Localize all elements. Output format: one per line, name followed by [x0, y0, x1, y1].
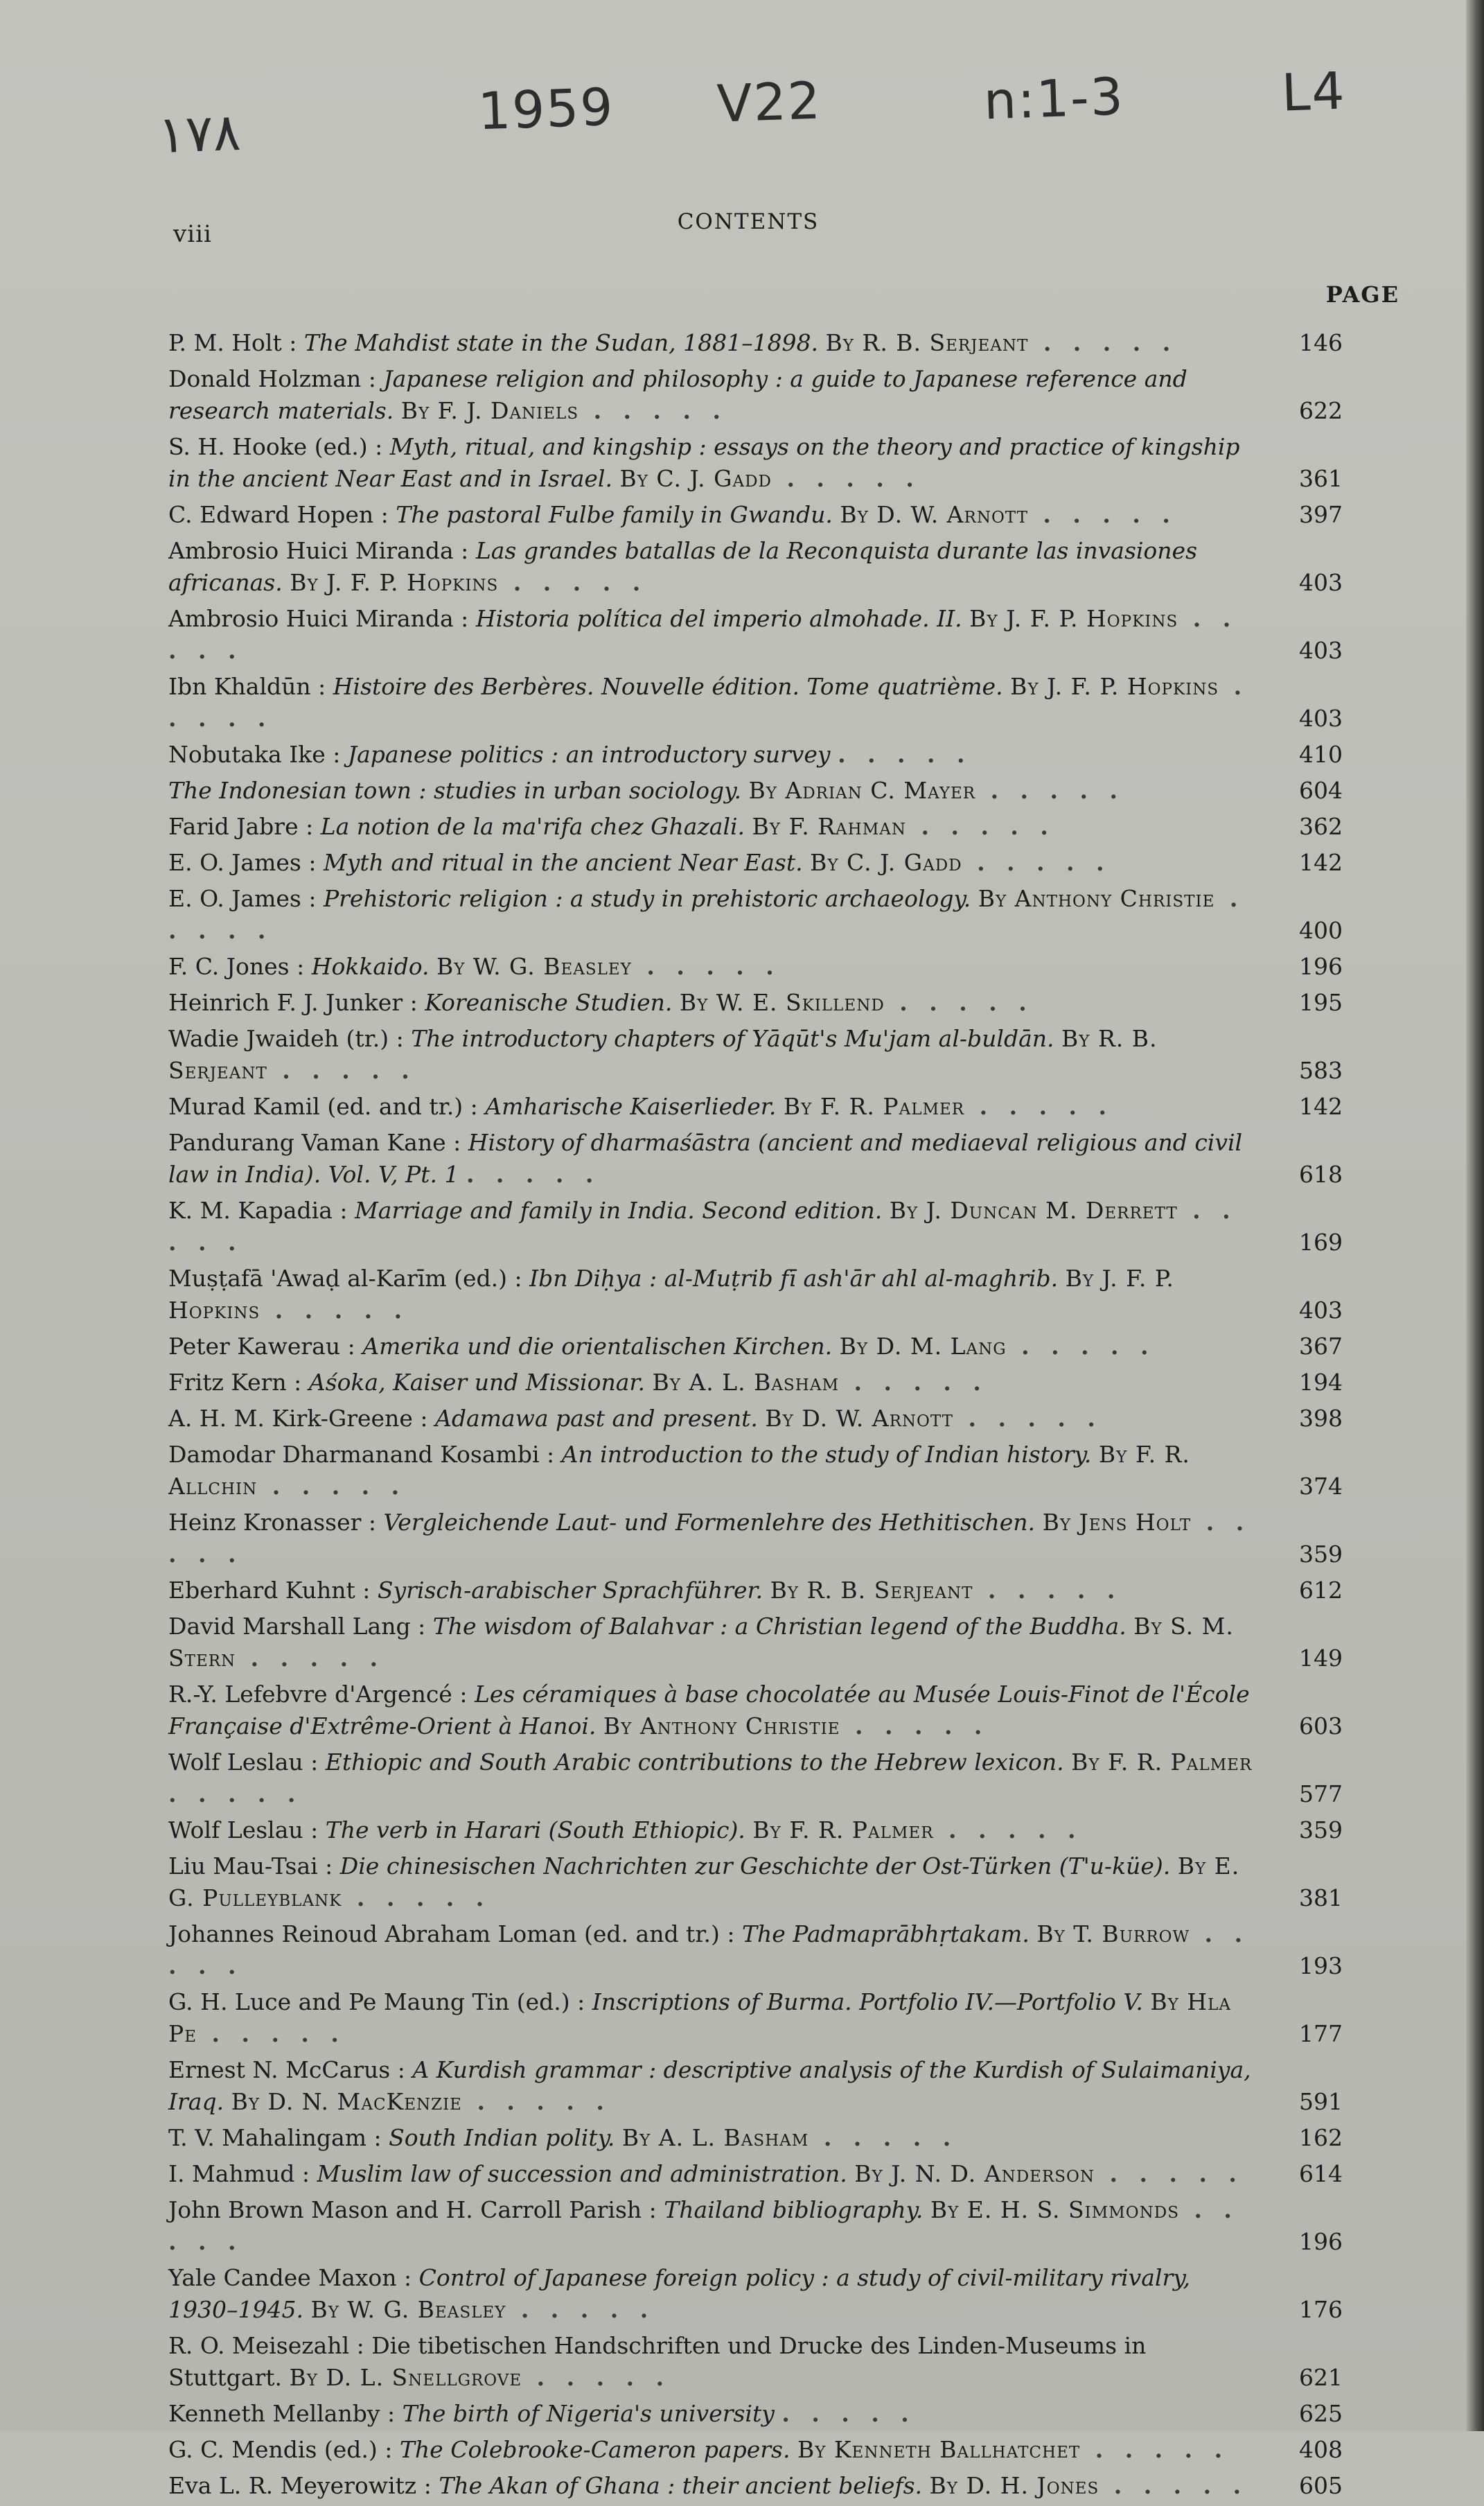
contents-entry [168, 1679, 1343, 1742]
entry-page-number: 622 [1299, 397, 1343, 424]
entry-author: G. H. Luce and Pe Maung Tin (ed.) : [168, 1988, 585, 2015]
entry-text [168, 2434, 1253, 2466]
entry-page-number: 577 [1299, 1780, 1343, 1807]
entry-author: P. M. Holt : [168, 329, 297, 356]
entry-title: Las grandes batallas de la Reconquista durante las invasiones africanas. [168, 537, 1198, 596]
entry-reviewer: By J. Duncan M. Derrett [889, 1197, 1178, 1224]
entry-author: John Brown Mason and H. Carroll Parish : [168, 2196, 657, 2223]
entry-page-number: 362 [1299, 813, 1343, 840]
entry-title: Amerika und die orientalischen Kirchen. [362, 1333, 833, 1360]
entry-author: E. O. James : [168, 885, 317, 912]
entry-title: Japanese religion and philosophy : a guide to Japanese reference and research materials. [168, 365, 1187, 424]
entry-title: South Indian polity. [389, 2124, 615, 2151]
entry-page-number: 398 [1299, 1405, 1343, 1432]
entry-title: Vergleichende Laut- und Formenlehre des Hethitischen. [383, 1509, 1036, 1536]
entry-page-number: 408 [1299, 2436, 1343, 2463]
entry-text [168, 1850, 1253, 1914]
entry-author: T. V. Mahalingam : [168, 2124, 382, 2151]
entry-text [168, 2470, 1253, 2502]
entry-author: Heinz Kronasser : [168, 1509, 376, 1536]
handwritten-note-4: n:1-3 [982, 67, 1126, 132]
leader-dots: . . . . . [1028, 329, 1178, 356]
entry-title: Koreanische Studien. [425, 989, 673, 1016]
entry-title: Histoire des Berbères. Nouvelle édition. Tome quatrième. [333, 673, 1003, 700]
contents-entry [168, 1403, 1343, 1435]
leader-dots: . . . . . [168, 1509, 1251, 1568]
entry-page-number: 142 [1299, 1093, 1343, 1120]
entry-page-number: 604 [1299, 777, 1343, 804]
entry-author: Ernest N. McCarus : [168, 2056, 405, 2083]
entry-page-number: 359 [1299, 1816, 1343, 1843]
entry-text [168, 1746, 1253, 1810]
contents-entry [168, 2330, 1343, 2394]
leader-dots: . . . . . [973, 1577, 1122, 1604]
contents-entry [168, 1611, 1343, 1674]
entry-title: The introductory chapters of Yāqūt's Mu'jam al-buldān. [411, 1025, 1054, 1052]
contents-entry [168, 1091, 1343, 1123]
entry-page-number: 605 [1299, 2472, 1343, 2499]
entry-text [168, 2122, 1253, 2154]
entry-text [168, 1195, 1253, 1259]
entry-author: A. H. M. Kirk-Greene : [168, 1405, 428, 1432]
entry-reviewer: By W. G. Beasley [436, 953, 632, 980]
leader-dots: . . . . . [461, 2088, 611, 2115]
entry-author: Murad Kamil (ed. and tr.) : [168, 1093, 478, 1120]
entry-author: G. C. Mendis (ed.) : [168, 2436, 393, 2463]
entry-title: Ethiopic and South Arabic contributions to the Hebrew lexicon. [325, 1749, 1064, 1776]
entry-text [168, 739, 1253, 771]
entry-reviewer: By D. M. Lang [839, 1333, 1007, 1360]
entry-page-number: 195 [1299, 989, 1343, 1016]
contents-entry [168, 1195, 1343, 1259]
entry-reviewer: By F. R. Allchin [168, 1441, 1190, 1500]
contents-entry [168, 1918, 1343, 1982]
entry-page-number: 625 [1299, 2400, 1343, 2427]
contents-entry [168, 1127, 1343, 1191]
leader-dots: . . . . . [498, 569, 648, 596]
entry-text [168, 2330, 1253, 2394]
entry-reviewer: By R. B. Serjeant [168, 1025, 1158, 1084]
entry-title: Japanese politics : an introductory survey [347, 741, 831, 768]
entry-author: Johannes Reinoud Abraham Loman (ed. and tr.) : [168, 1920, 735, 1947]
contents-entry [168, 431, 1343, 495]
entry-title: Myth, ritual, and kingship : essays on the theory and practice of kingship in the ancient Near East and in Israel. [168, 433, 1240, 492]
entry-author: David Marshall Lang : [168, 1613, 426, 1640]
entry-title: La notion de la ma'rifa chez Ghazali. [320, 813, 745, 840]
entry-text [168, 2262, 1253, 2326]
entry-title: Die tibetischen Handschriften und Drucke des Linden-Museums in Stuttgart. [168, 2332, 1147, 2391]
entry-reviewer: By E. G. Pulleyblank [168, 1852, 1240, 1911]
entry-reviewer: By A. L. Basham [652, 1369, 839, 1396]
entry-text [168, 2158, 1253, 2190]
entry-author: Nobutaka Ike : [168, 741, 341, 768]
leader-dots: . . . . . [906, 813, 1055, 840]
entry-title: Thailand bibliography. [664, 2196, 924, 2223]
handwritten-note-3: V22 [716, 71, 823, 134]
entry-reviewer: By J. N. D. Anderson [854, 2160, 1095, 2187]
contents-entry [168, 671, 1343, 735]
entry-page-number: 614 [1299, 2160, 1343, 2187]
contents-entry [168, 987, 1343, 1019]
contents-entry [168, 499, 1343, 531]
entry-text [168, 2398, 1253, 2430]
entry-reviewer: By J. F. P. Hopkins [290, 569, 499, 596]
entry-author: Yale Candee Maxon : [168, 2264, 412, 2291]
entry-reviewer: By F. R. Palmer [752, 1816, 934, 1843]
entry-title: Amharische Kaiserlieder. [485, 1093, 777, 1120]
entry-text [168, 1986, 1253, 2050]
entry-title: Die chinesischen Nachrichten zur Geschichte der Ost-Türken (T'u-küe). [339, 1852, 1171, 1880]
leader-dots: . . . . . [168, 1780, 303, 1807]
entry-title: The pastoral Fulbe family in Gwandu. [396, 501, 833, 528]
entry-reviewer: By C. J. Gadd [619, 465, 772, 492]
contents-entry [168, 775, 1343, 807]
handwritten-note-2: 1959 [477, 77, 615, 142]
entry-text [168, 951, 1253, 983]
contents-entry [168, 2158, 1343, 2190]
contents-entry [168, 811, 1343, 843]
entry-title: Historia política del imperio almohade. II. [475, 605, 962, 632]
contents-entry [168, 739, 1343, 771]
entry-reviewer: By J. F. P. Hopkins [1010, 673, 1219, 700]
entry-author: Wolf Leslau : [168, 1816, 319, 1843]
entry-title: The Padmaprābhṛtakam. [741, 1920, 1030, 1947]
entry-author: Peter Kawerau : [168, 1333, 355, 1360]
leader-dots: . . . . . [809, 2124, 958, 2151]
contents-entry [168, 951, 1343, 983]
entry-text [168, 671, 1253, 735]
entry-author: K. M. Kapadia : [168, 1197, 348, 1224]
handwritten-note-1: ١٧٨ [157, 102, 242, 166]
entry-title: An introduction to the study of Indian history. [561, 1441, 1092, 1468]
entry-text [168, 431, 1253, 495]
entry-author: Wolf Leslau : [168, 1749, 319, 1776]
entry-page-number: 177 [1299, 2020, 1343, 2047]
contents-entry [168, 535, 1343, 599]
contents-entry [168, 327, 1343, 359]
entry-author: S. H. Hooke (ed.) : [168, 433, 383, 460]
entry-text [168, 2194, 1253, 2258]
entry-title: Control of Japanese foreign policy : a study of civil-military rivalry, 1930–1945. [168, 2264, 1190, 2323]
leader-dots: . . . . . [884, 989, 1034, 1016]
entry-page-number: 359 [1299, 1541, 1343, 1568]
leader-dots: . . . . . [236, 1645, 385, 1672]
entry-text [168, 847, 1253, 879]
entry-reviewer: By W. E. Skillend [679, 989, 885, 1016]
leader-dots: . . . . . [168, 1920, 1250, 1979]
entry-author: Eva L. R. Meyerowitz : [168, 2472, 432, 2499]
entry-reviewer: By R. B. Serjeant [770, 1577, 973, 1604]
entry-text [168, 1023, 1253, 1087]
entry-title: Prehistoric religion : a study in prehistoric archaeology. [323, 885, 971, 912]
entry-reviewer: By T. Burrow [1036, 1920, 1190, 1947]
entry-reviewer: By J. F. P. Hopkins [969, 605, 1178, 632]
entry-page-number: 410 [1299, 741, 1343, 768]
entry-text [168, 535, 1253, 599]
leader-dots: . . . . . [578, 397, 727, 424]
entry-text [168, 1439, 1253, 1502]
entry-page-number: 381 [1299, 1884, 1343, 1911]
entry-text [168, 1814, 1253, 1846]
entry-page-number: 176 [1299, 2296, 1343, 2323]
contents-entry [168, 1746, 1343, 1810]
entry-text [168, 1575, 1253, 1606]
entry-text [168, 1507, 1253, 1570]
leader-dots: . . . . . [522, 2364, 671, 2391]
contents-entry [168, 1023, 1343, 1087]
entry-text [168, 1367, 1253, 1399]
entry-author: Damodar Dharmanand Kosambi : [168, 1441, 555, 1468]
entry-text [168, 2054, 1253, 2118]
leader-dots: . . . . . [257, 1473, 407, 1500]
contents-entry [168, 1986, 1343, 2050]
entry-text [168, 811, 1253, 843]
leader-dots: . . . . . [840, 1712, 989, 1740]
leader-dots: . . . . . [466, 1161, 601, 1188]
entry-author: Muṣṭafā 'Awaḍ al-Karīm (ed.) : [168, 1265, 522, 1292]
entry-text [168, 499, 1253, 531]
entry-author: Pandurang Vaman Kane : [168, 1129, 461, 1156]
entry-title: Ibn Diḥya : al-Muṭrib fī ash'ār ahl al-maghrib. [529, 1265, 1059, 1292]
contents-entry [168, 1507, 1343, 1570]
leader-dots: . . . . . [168, 2196, 1239, 2255]
entry-reviewer: By F. Rahman [752, 813, 907, 840]
contents-entry [168, 847, 1343, 879]
contents-entry [168, 1850, 1343, 1914]
contents-list [168, 327, 1343, 2506]
entry-reviewer: By F. J. Daniels [400, 397, 579, 424]
leader-dots: . . . . . [168, 1197, 1237, 1256]
entry-text [168, 1611, 1253, 1674]
leader-dots: . . . . . [781, 2400, 916, 2427]
leader-dots: . . . . . [168, 605, 1238, 664]
entry-page-number: 591 [1299, 2088, 1343, 2115]
leader-dots: . . . . . [771, 465, 921, 492]
page-folio: viii [173, 220, 212, 248]
entry-reviewer: By Anthony Christie [603, 1712, 840, 1740]
entry-author: Ibn Khaldūn : [168, 673, 326, 700]
entry-text [168, 1331, 1253, 1362]
entry-page-number: 142 [1299, 849, 1343, 876]
contents-entry [168, 1367, 1343, 1399]
leader-dots: . . . . . [506, 2296, 655, 2323]
contents-entry [168, 2054, 1343, 2118]
entry-reviewer: By W. G. Beasley [310, 2296, 506, 2323]
entry-text [168, 1091, 1253, 1123]
entry-author: R. O. Meisezahl : [168, 2332, 364, 2359]
entry-author: C. Edward Hopen : [168, 501, 389, 528]
entry-title: Aśoka, Kaiser und Missionar. [308, 1369, 646, 1396]
entry-text [168, 1403, 1253, 1435]
entry-reviewer: By S. M. Stern [168, 1613, 1234, 1672]
leader-dots: . . . . . [197, 2020, 346, 2047]
entry-title: Muslim law of succession and administration. [317, 2160, 847, 2187]
leader-dots: . . . . . [964, 1093, 1114, 1120]
leader-dots: . . . . . [839, 1369, 988, 1396]
entry-title: Inscriptions of Burma. Portfolio IV.—Portfolio V. [592, 1988, 1143, 2015]
entry-page-number: 618 [1299, 1161, 1343, 1188]
entry-reviewer: By F. R. Palmer [783, 1093, 965, 1120]
running-title: CONTENTS [677, 209, 820, 234]
entry-reviewer: By D. H. Jones [929, 2472, 1099, 2499]
entry-page-number: 169 [1299, 1229, 1343, 1256]
entry-reviewer: By Jens Holt [1042, 1509, 1192, 1536]
entry-title: Hokkaido. [311, 953, 430, 980]
entry-page-number: 403 [1299, 569, 1343, 596]
contents-entry [168, 1439, 1343, 1502]
entry-reviewer: By Anthony Christie [978, 885, 1215, 912]
leader-dots: . . . . . [953, 1405, 1102, 1432]
entry-page-number: 196 [1299, 2228, 1343, 2255]
entry-reviewer: By J. F. P. Hopkins [168, 1265, 1174, 1324]
book-spine-shadow [1466, 0, 1484, 2431]
entry-reviewer: By R. B. Serjeant [825, 329, 1029, 356]
entry-text [168, 603, 1253, 667]
entry-title: The birth of Nigeria's university [402, 2400, 775, 2427]
entry-page-number: 194 [1299, 1369, 1343, 1396]
entry-author: F. C. Jones : [168, 953, 305, 980]
entry-author: I. Mahmud : [168, 2160, 310, 2187]
leader-dots: . . . . . [1027, 501, 1177, 528]
entry-page-number: 403 [1299, 1297, 1343, 1324]
entry-reviewer: By F. R. Palmer [1071, 1749, 1253, 1776]
contents-entry [168, 1575, 1343, 1606]
contents-entry [168, 2470, 1343, 2502]
entry-page-number: 193 [1299, 1952, 1343, 1979]
entry-page-number: 603 [1299, 1712, 1343, 1740]
entry-text [168, 883, 1253, 947]
entry-author: Farid Jabre : [168, 813, 314, 840]
entry-title: Adamawa past and present. [434, 1405, 758, 1432]
entry-reviewer: By D. W. Arnott [765, 1405, 953, 1432]
entry-author: Donald Holzman : [168, 365, 376, 392]
entry-author: Liu Mau-Tsai : [168, 1852, 333, 1880]
entry-page-number: 583 [1299, 1057, 1343, 1084]
entry-text [168, 1918, 1253, 1982]
entry-page-number: 196 [1299, 953, 1343, 980]
entry-page-number: 361 [1299, 465, 1343, 492]
entry-page-number: 400 [1299, 917, 1343, 944]
entry-text [168, 775, 1253, 807]
entry-author: Ambrosio Huici Miranda : [168, 605, 469, 632]
entry-reviewer: By Kenneth Ballhatchet [797, 2436, 1081, 2463]
entry-title: The Mahdist state in the Sudan, 1881–1898. [303, 329, 819, 356]
entry-title: History of dharmaśāstra (ancient and mediaeval religious and civil law in India). Vol. V, Pt. 1 [168, 1129, 1243, 1188]
leader-dots: . . . . . [1095, 2160, 1244, 2187]
entry-title: Marriage and family in India. Second edition. [355, 1197, 883, 1224]
contents-entry [168, 2194, 1343, 2258]
entry-text [168, 1679, 1253, 1742]
entry-text [168, 987, 1253, 1019]
entry-author: Heinrich F. J. Junker : [168, 989, 418, 1016]
entry-reviewer: By A. L. Basham [621, 2124, 809, 2151]
leader-dots: . . . . . [267, 1057, 416, 1084]
leader-dots: . . . . . [1006, 1333, 1156, 1360]
entry-page-number: 146 [1299, 329, 1343, 356]
entry-title: Syrisch-arabischer Sprachführer. [377, 1577, 763, 1604]
entry-author: E. O. James : [168, 849, 317, 876]
entry-author: Ambrosio Huici Miranda : [168, 537, 469, 564]
entry-reviewer: By C. J. Gadd [810, 849, 962, 876]
entry-text [168, 363, 1253, 427]
leader-dots: . . . . . [1080, 2436, 1230, 2463]
entry-text [168, 1263, 1253, 1326]
contents-entry [168, 2434, 1343, 2466]
entry-page-number: 403 [1299, 705, 1343, 732]
contents-entry [168, 363, 1343, 427]
entry-page-number: 612 [1299, 1577, 1343, 1604]
contents-entry [168, 883, 1343, 947]
entry-author: Fritz Kern : [168, 1369, 302, 1396]
entry-page-number: 403 [1299, 637, 1343, 664]
entry-page-number: 149 [1299, 1645, 1343, 1672]
entry-page-number: 162 [1299, 2124, 1343, 2151]
entry-page-number: 621 [1299, 2364, 1343, 2391]
entry-title: Les céramiques à base chocolatée au Musée Louis-Finot de l'École Française d'Extrême-Orient à Hanoi. [168, 1681, 1250, 1740]
entry-reviewer: By E. H. S. Simmonds [930, 2196, 1179, 2223]
entry-title: The Colebrooke-Cameron papers. [399, 2436, 790, 2463]
entry-page-number: 397 [1299, 501, 1343, 528]
leader-dots: . . . . . [838, 741, 972, 768]
leader-dots: . . . . . [168, 885, 1245, 944]
entry-title: A Kurdish grammar : descriptive analysis of the Kurdish of Sulaimaniya, Iraq. [168, 2056, 1251, 2115]
entry-title: Myth and ritual in the ancient Near East. [323, 849, 803, 876]
contents-entry [168, 603, 1343, 667]
entry-reviewer: By Hla Pe [168, 1988, 1231, 2047]
entry-reviewer: By D. W. Arnott [840, 501, 1028, 528]
entry-title: The wisdom of Balahvar : a Christian legend of the Buddha. [432, 1613, 1127, 1640]
contents-entry [168, 1263, 1343, 1326]
leader-dots: . . . . . [168, 673, 1249, 732]
entry-text [168, 1127, 1253, 1191]
entry-author: Wadie Jwaideh (tr.) : [168, 1025, 404, 1052]
entry-text [168, 327, 1253, 359]
entry-page-number: 374 [1299, 1473, 1343, 1500]
entry-author: Eberhard Kuhnt : [168, 1577, 371, 1604]
entry-author: Kenneth Mellanby : [168, 2400, 396, 2427]
page-column-heading: PAGE [1325, 281, 1399, 308]
leader-dots: . . . . . [975, 777, 1124, 804]
contents-entry [168, 2398, 1343, 2430]
contents-entry [168, 1331, 1343, 1362]
contents-entry [168, 2122, 1343, 2154]
leader-dots: . . . . . [962, 849, 1111, 876]
entry-title: The Indonesian town : studies in urban sociology. [168, 777, 741, 804]
leader-dots: . . . . . [260, 1297, 409, 1324]
leader-dots: . . . . . [1099, 2472, 1248, 2499]
contents-entry [168, 2262, 1343, 2326]
entry-author: R.-Y. Lefebvre d'Argencé : [168, 1681, 468, 1708]
entry-title: The verb in Harari (South Ethiopic). [325, 1816, 745, 1843]
leader-dots: . . . . . [933, 1816, 1083, 1843]
leader-dots: . . . . . [631, 953, 781, 980]
leader-dots: . . . . . [342, 1884, 491, 1911]
entry-reviewer: By D. N. MacKenzie [231, 2088, 462, 2115]
contents-entry [168, 1814, 1343, 1846]
entry-title: The Akan of Ghana : their ancient beliefs. [439, 2472, 923, 2499]
entry-reviewer: By D. L. Snellgrove [289, 2364, 522, 2391]
entry-reviewer: By Adrian C. Mayer [748, 777, 976, 804]
handwritten-note-5: L4 [1280, 61, 1347, 123]
entry-page-number: 367 [1299, 1333, 1343, 1360]
